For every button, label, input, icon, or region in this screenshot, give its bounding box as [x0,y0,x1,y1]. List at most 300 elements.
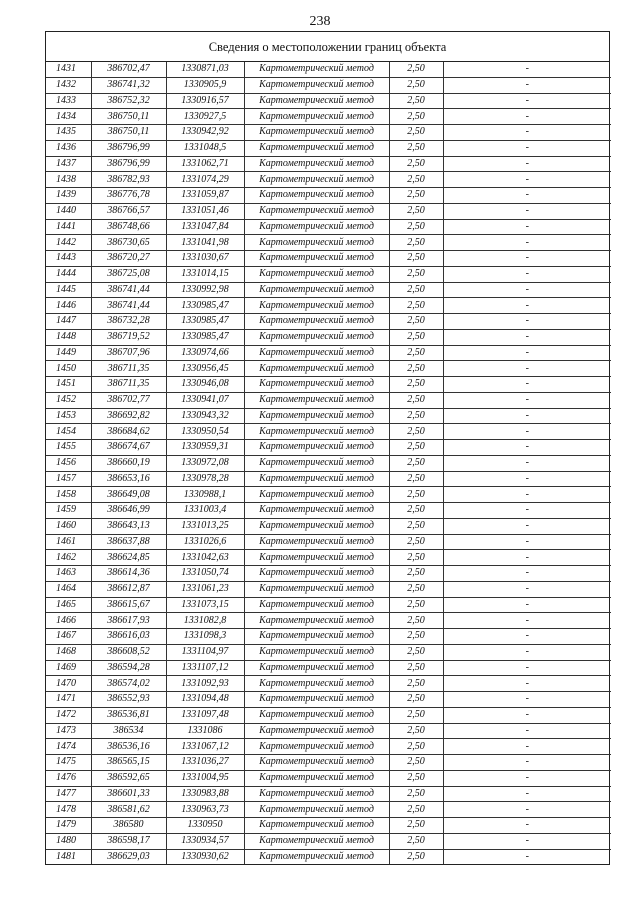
point-number-cell: 1443 [46,251,91,267]
x-coordinate-cell: 386782,93 [91,172,166,188]
table-row [46,298,611,314]
x-coordinate-cell: 386796,99 [91,156,166,172]
y-coordinate-cell: 1330943,32 [166,408,244,424]
x-coordinate-cell: 386552,93 [91,692,166,708]
precision-cell: 2,50 [389,755,443,771]
precision-cell: 2,50 [389,644,443,660]
description-cell: - [443,487,611,503]
precision-cell: 2,50 [389,156,443,172]
description-cell: - [443,644,611,660]
precision-cell: 2,50 [389,125,443,141]
y-coordinate-cell: 1330941,07 [166,392,244,408]
y-coordinate-cell: 1330983,88 [166,786,244,802]
precision-cell: 2,50 [389,62,443,77]
point-number-cell: 1439 [46,188,91,204]
method-cell: Картометрический метод [244,802,389,818]
y-coordinate-cell: 1330988,1 [166,487,244,503]
precision-cell: 2,50 [389,109,443,125]
description-cell: - [443,692,611,708]
table-row [46,802,611,818]
precision-cell: 2,50 [389,770,443,786]
precision-cell: 2,50 [389,377,443,393]
y-coordinate-cell: 1330942,92 [166,125,244,141]
y-coordinate-cell: 1331003,4 [166,503,244,519]
precision-cell: 2,50 [389,314,443,330]
table-row [46,109,611,125]
point-number-cell: 1448 [46,329,91,345]
x-coordinate-cell: 386581,62 [91,802,166,818]
table-row [46,424,611,440]
description-cell: - [443,723,611,739]
x-coordinate-cell: 386702,47 [91,62,166,77]
description-cell: - [443,109,611,125]
x-coordinate-cell: 386536,81 [91,707,166,723]
method-cell: Картометрический метод [244,644,389,660]
description-cell: - [443,62,611,77]
table-row [46,786,611,802]
method-cell: Картометрический метод [244,219,389,235]
table-row [46,77,611,93]
method-cell: Картометрический метод [244,534,389,550]
table-row [46,203,611,219]
description-cell: - [443,786,611,802]
y-coordinate-cell: 1330959,31 [166,440,244,456]
method-cell: Картометрический метод [244,314,389,330]
x-coordinate-cell: 386750,11 [91,125,166,141]
x-coordinate-cell: 386692,82 [91,408,166,424]
description-cell: - [443,203,611,219]
description-cell: - [443,188,611,204]
y-coordinate-cell: 1331098,3 [166,629,244,645]
method-cell: Картометрический метод [244,408,389,424]
method-cell: Картометрический метод [244,377,389,393]
y-coordinate-cell: 1331050,74 [166,566,244,582]
x-coordinate-cell: 386565,15 [91,755,166,771]
point-number-cell: 1475 [46,755,91,771]
y-coordinate-cell: 1330950,54 [166,424,244,440]
x-coordinate-cell: 386711,35 [91,377,166,393]
point-number-cell: 1476 [46,770,91,786]
table-row [46,140,611,156]
precision-cell: 2,50 [389,455,443,471]
precision-cell: 2,50 [389,440,443,456]
x-coordinate-cell: 386725,08 [91,266,166,282]
precision-cell: 2,50 [389,361,443,377]
point-number-cell: 1472 [46,707,91,723]
precision-cell: 2,50 [389,188,443,204]
method-cell: Картометрический метод [244,629,389,645]
method-cell: Картометрический метод [244,818,389,834]
precision-cell: 2,50 [389,818,443,834]
method-cell: Картометрический метод [244,62,389,77]
description-cell: - [443,125,611,141]
x-coordinate-cell: 386719,52 [91,329,166,345]
x-coordinate-cell: 386766,57 [91,203,166,219]
table-row [46,156,611,172]
precision-cell: 2,50 [389,597,443,613]
point-number-cell: 1451 [46,377,91,393]
precision-cell: 2,50 [389,203,443,219]
description-cell: - [443,424,611,440]
table-row [46,235,611,251]
table-row [46,314,611,330]
description-cell: - [443,849,611,864]
description-cell: - [443,503,611,519]
x-coordinate-cell: 386616,03 [91,629,166,645]
description-cell: - [443,282,611,298]
table-row [46,566,611,582]
method-cell: Картометрический метод [244,455,389,471]
point-number-cell: 1467 [46,629,91,645]
table-row [46,613,611,629]
x-coordinate-cell: 386660,19 [91,455,166,471]
table-row [46,833,611,849]
point-number-cell: 1474 [46,739,91,755]
description-cell: - [443,408,611,424]
x-coordinate-cell: 386612,87 [91,581,166,597]
table-row [46,408,611,424]
description-cell: - [443,140,611,156]
method-cell: Картометрический метод [244,707,389,723]
y-coordinate-cell: 1331014,15 [166,266,244,282]
x-coordinate-cell: 386614,36 [91,566,166,582]
precision-cell: 2,50 [389,613,443,629]
description-cell: - [443,298,611,314]
coordinates-table-body [46,62,611,864]
y-coordinate-cell: 1331082,8 [166,613,244,629]
description-cell: - [443,629,611,645]
point-number-cell: 1437 [46,156,91,172]
y-coordinate-cell: 1331030,67 [166,251,244,267]
y-coordinate-cell: 1331086 [166,723,244,739]
method-cell: Картометрический метод [244,345,389,361]
method-cell: Картометрический метод [244,597,389,613]
x-coordinate-cell: 386637,88 [91,534,166,550]
x-coordinate-cell: 386624,85 [91,550,166,566]
description-cell: - [443,219,611,235]
description-cell: - [443,802,611,818]
precision-cell: 2,50 [389,786,443,802]
table-row [46,644,611,660]
point-number-cell: 1444 [46,266,91,282]
point-number-cell: 1466 [46,613,91,629]
y-coordinate-cell: 1331059,87 [166,188,244,204]
x-coordinate-cell: 386574,02 [91,676,166,692]
table-row [46,518,611,534]
y-coordinate-cell: 1330963,73 [166,802,244,818]
x-coordinate-cell: 386534 [91,723,166,739]
precision-cell: 2,50 [389,534,443,550]
description-cell: - [443,440,611,456]
point-number-cell: 1436 [46,140,91,156]
method-cell: Картометрический метод [244,140,389,156]
table-row [46,770,611,786]
y-coordinate-cell: 1331042,63 [166,550,244,566]
precision-cell: 2,50 [389,723,443,739]
method-cell: Картометрический метод [244,723,389,739]
table-row [46,172,611,188]
point-number-cell: 1446 [46,298,91,314]
point-number-cell: 1462 [46,550,91,566]
y-coordinate-cell: 1331062,71 [166,156,244,172]
point-number-cell: 1433 [46,93,91,109]
x-coordinate-cell: 386615,67 [91,597,166,613]
point-number-cell: 1454 [46,424,91,440]
method-cell: Картометрический метод [244,692,389,708]
y-coordinate-cell: 1330871,03 [166,62,244,77]
point-number-cell: 1471 [46,692,91,708]
y-coordinate-cell: 1331107,12 [166,660,244,676]
y-coordinate-cell: 1330916,57 [166,93,244,109]
precision-cell: 2,50 [389,77,443,93]
point-number-cell: 1440 [46,203,91,219]
description-cell: - [443,518,611,534]
precision-cell: 2,50 [389,345,443,361]
y-coordinate-cell: 1331026,6 [166,534,244,550]
table-row [46,471,611,487]
table-row [46,597,611,613]
x-coordinate-cell: 386732,28 [91,314,166,330]
table-row [46,723,611,739]
point-number-cell: 1481 [46,849,91,864]
description-cell: - [443,392,611,408]
x-coordinate-cell: 386707,96 [91,345,166,361]
method-cell: Картометрический метод [244,770,389,786]
page-number: 238 [309,14,331,29]
precision-cell: 2,50 [389,660,443,676]
description-cell: - [443,770,611,786]
boundary-table-sheet [45,31,610,865]
table-row [46,62,611,77]
table-row [46,707,611,723]
y-coordinate-cell: 1330905,9 [166,77,244,93]
table-row [46,455,611,471]
x-coordinate-cell: 386643,13 [91,518,166,534]
table-row [46,219,611,235]
description-cell: - [443,361,611,377]
x-coordinate-cell: 386617,93 [91,613,166,629]
y-coordinate-cell: 1331047,84 [166,219,244,235]
y-coordinate-cell: 1331094,48 [166,692,244,708]
point-number-cell: 1480 [46,833,91,849]
x-coordinate-cell: 386649,08 [91,487,166,503]
method-cell: Картометрический метод [244,188,389,204]
method-cell: Картометрический метод [244,109,389,125]
point-number-cell: 1458 [46,487,91,503]
table-row [46,440,611,456]
precision-cell: 2,50 [389,392,443,408]
precision-cell: 2,50 [389,518,443,534]
table-row [46,345,611,361]
point-number-cell: 1450 [46,361,91,377]
method-cell: Картометрический метод [244,581,389,597]
description-cell: - [443,156,611,172]
method-cell: Картометрический метод [244,424,389,440]
table-row [46,392,611,408]
y-coordinate-cell: 1330927,5 [166,109,244,125]
method-cell: Картометрический метод [244,833,389,849]
table-row [46,282,611,298]
x-coordinate-cell: 386741,32 [91,77,166,93]
precision-cell: 2,50 [389,833,443,849]
method-cell: Картометрический метод [244,235,389,251]
x-coordinate-cell: 386674,67 [91,440,166,456]
x-coordinate-cell: 386592,65 [91,770,166,786]
table-row [46,266,611,282]
precision-cell: 2,50 [389,581,443,597]
table-row [46,487,611,503]
table-row [46,629,611,645]
precision-cell: 2,50 [389,140,443,156]
y-coordinate-cell: 1330946,08 [166,377,244,393]
precision-cell: 2,50 [389,93,443,109]
description-cell: - [443,314,611,330]
method-cell: Картометрический метод [244,203,389,219]
point-number-cell: 1459 [46,503,91,519]
table-row [46,660,611,676]
method-cell: Картометрический метод [244,550,389,566]
precision-cell: 2,50 [389,235,443,251]
description-cell: - [443,345,611,361]
point-number-cell: 1453 [46,408,91,424]
precision-cell: 2,50 [389,550,443,566]
y-coordinate-cell: 1331073,15 [166,597,244,613]
table-row [46,676,611,692]
description-cell: - [443,613,611,629]
description-cell: - [443,235,611,251]
precision-cell: 2,50 [389,707,443,723]
description-cell: - [443,455,611,471]
x-coordinate-cell: 386594,28 [91,660,166,676]
table-row [46,361,611,377]
point-number-cell: 1470 [46,676,91,692]
y-coordinate-cell: 1330985,47 [166,298,244,314]
y-coordinate-cell: 1331097,48 [166,707,244,723]
precision-cell: 2,50 [389,802,443,818]
point-number-cell: 1479 [46,818,91,834]
table-row [46,849,611,864]
method-cell: Картометрический метод [244,172,389,188]
precision-cell: 2,50 [389,503,443,519]
method-cell: Картометрический метод [244,125,389,141]
table-row [46,818,611,834]
method-cell: Картометрический метод [244,487,389,503]
point-number-cell: 1473 [46,723,91,739]
method-cell: Картометрический метод [244,266,389,282]
point-number-cell: 1468 [46,644,91,660]
x-coordinate-cell: 386598,17 [91,833,166,849]
table-row [46,581,611,597]
table-row [46,125,611,141]
description-cell: - [443,833,611,849]
method-cell: Картометрический метод [244,282,389,298]
precision-cell: 2,50 [389,487,443,503]
precision-cell: 2,50 [389,424,443,440]
point-number-cell: 1477 [46,786,91,802]
method-cell: Картометрический метод [244,251,389,267]
description-cell: - [443,377,611,393]
description-cell: - [443,581,611,597]
table-row [46,755,611,771]
table-row [46,377,611,393]
x-coordinate-cell: 386730,65 [91,235,166,251]
point-number-cell: 1455 [46,440,91,456]
y-coordinate-cell: 1331013,25 [166,518,244,534]
point-number-cell: 1442 [46,235,91,251]
x-coordinate-cell: 386741,44 [91,282,166,298]
precision-cell: 2,50 [389,329,443,345]
precision-cell: 2,50 [389,172,443,188]
point-number-cell: 1438 [46,172,91,188]
point-number-cell: 1445 [46,282,91,298]
method-cell: Картометрический метод [244,440,389,456]
point-number-cell: 1449 [46,345,91,361]
point-number-cell: 1461 [46,534,91,550]
table-row [46,251,611,267]
x-coordinate-cell: 386741,44 [91,298,166,314]
point-number-cell: 1460 [46,518,91,534]
point-number-cell: 1456 [46,455,91,471]
y-coordinate-cell: 1330985,47 [166,314,244,330]
x-coordinate-cell: 386796,99 [91,140,166,156]
table-title: Сведения о местоположении границ объекта [46,32,609,62]
description-cell: - [443,93,611,109]
description-cell: - [443,534,611,550]
y-coordinate-cell: 1331061,23 [166,581,244,597]
precision-cell: 2,50 [389,251,443,267]
method-cell: Картометрический метод [244,503,389,519]
y-coordinate-cell: 1331092,93 [166,676,244,692]
point-number-cell: 1457 [46,471,91,487]
x-coordinate-cell: 386702,77 [91,392,166,408]
description-cell: - [443,755,611,771]
precision-cell: 2,50 [389,219,443,235]
point-number-cell: 1478 [46,802,91,818]
point-number-cell: 1435 [46,125,91,141]
x-coordinate-cell: 386608,52 [91,644,166,660]
y-coordinate-cell: 1330934,57 [166,833,244,849]
method-cell: Картометрический метод [244,518,389,534]
y-coordinate-cell: 1331067,12 [166,739,244,755]
y-coordinate-cell: 1330950 [166,818,244,834]
description-cell: - [443,676,611,692]
method-cell: Картометрический метод [244,361,389,377]
x-coordinate-cell: 386748,66 [91,219,166,235]
description-cell: - [443,707,611,723]
precision-cell: 2,50 [389,266,443,282]
method-cell: Картометрический метод [244,329,389,345]
x-coordinate-cell: 386776,78 [91,188,166,204]
point-number-cell: 1465 [46,597,91,613]
precision-cell: 2,50 [389,692,443,708]
description-cell: - [443,550,611,566]
description-cell: - [443,739,611,755]
table-row [46,188,611,204]
coordinates-table [46,62,611,864]
x-coordinate-cell: 386580 [91,818,166,834]
description-cell: - [443,329,611,345]
precision-cell: 2,50 [389,471,443,487]
description-cell: - [443,77,611,93]
x-coordinate-cell: 386752,32 [91,93,166,109]
method-cell: Картометрический метод [244,660,389,676]
precision-cell: 2,50 [389,298,443,314]
method-cell: Картометрический метод [244,755,389,771]
y-coordinate-cell: 1330985,47 [166,329,244,345]
description-cell: - [443,597,611,613]
x-coordinate-cell: 386653,16 [91,471,166,487]
table-row [46,692,611,708]
